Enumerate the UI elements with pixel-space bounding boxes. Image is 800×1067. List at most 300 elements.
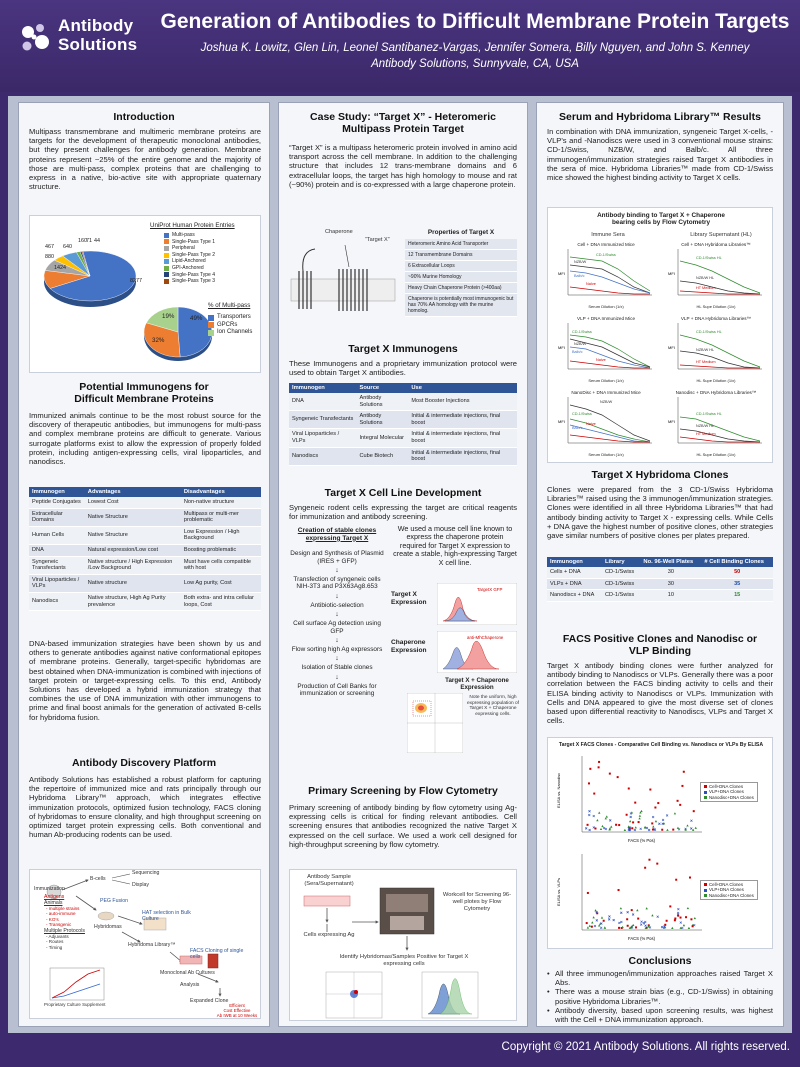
flowchart-steps: [289, 550, 385, 697]
property-cell: 6 Extracellular Loops: [405, 261, 517, 272]
facs-point-cell: [679, 804, 681, 806]
facs-point-nanodisc: [589, 925, 591, 927]
facs-point-nanodisc: [636, 909, 638, 911]
serum-panel: [666, 242, 766, 314]
serum-series-label: HT Medium: [696, 286, 716, 290]
serum-panel-title: VLP + DNA Immunized Mice: [577, 316, 635, 321]
facs-point-cell: [681, 785, 683, 787]
table-cell: 10: [640, 590, 701, 602]
flow-step: Flow sorting high Ag expressors: [291, 646, 383, 654]
table-cell: Viral Lipoparticles / VLPs: [29, 574, 85, 592]
legend-item: [164, 258, 215, 265]
table-row: [289, 429, 517, 447]
animal-item: - multiple strains: [46, 906, 80, 911]
table-cell: Peptide Conjugates: [29, 497, 85, 508]
legend-item: [164, 232, 215, 239]
facs-point-nanodisc: [598, 812, 600, 814]
table-cell: Natural expression/Low cost: [85, 544, 181, 556]
column-left: [18, 102, 270, 1027]
immunogens-title: [19, 381, 269, 405]
flow-arrow-icon: ↓: [335, 655, 339, 663]
table-cell: 50: [701, 567, 773, 578]
facs-point-cell: [603, 920, 605, 922]
flow-step: Design and Synthesis of Plasmid (IRES + GFP): [290, 550, 384, 565]
tx-immunogens-table-wrap: [289, 383, 517, 466]
serum-panel-plot: [556, 395, 656, 451]
property-cell: Chaperone is potentially most immunogenic but has 70% AA homology with the murine homolog.: [405, 294, 517, 317]
legend-swatch: [164, 246, 169, 251]
facs-point-vlp: [594, 925, 596, 927]
facs-legend-label: VLP+DNA Clones: [709, 789, 744, 795]
logo-text: [58, 16, 137, 54]
facs-point-nanodisc: [674, 812, 676, 814]
table-cell: Initial & intermediate injections, final boost: [408, 447, 517, 465]
serum-series-label: HT Medium: [696, 432, 716, 436]
primary-text: Primary screening of antibody binding by flow cytometry using Ag-expressing cells is critical for finding relevant antibodies. Cell screening ensures that antibodies recognized the native Target X expressed on the cell surface. We used a work cell designed for high-throughput screening by flow cytometry.: [289, 803, 517, 849]
facs-ylabel: ELISA vs. Nanodisc: [556, 772, 561, 808]
facs-point-cell: [617, 776, 619, 778]
facs-point-nanodisc: [600, 828, 602, 830]
protocol-item: - Timing: [46, 944, 63, 950]
facs-legend-label: Cell+DNA Clones: [709, 882, 744, 887]
col-immune-sera: Immune Sera: [591, 232, 625, 238]
property-cell: ~90% Murine Homology: [405, 272, 517, 283]
facs-point-cell: [634, 802, 636, 804]
serum-series-label: NZB/W: [600, 400, 613, 404]
table-row: [29, 574, 261, 592]
legend-label: Multi-pass: [172, 232, 195, 238]
facs-point-nanodisc: [686, 824, 688, 826]
properties-table: [405, 239, 517, 317]
identify-label: Identify Hybridomas/Samples Positive for Target X expressing cells: [339, 954, 469, 967]
facs-legend-label: Nanodisc+DNA Clones: [709, 892, 754, 898]
legend-swatch: [164, 253, 169, 258]
flow-arrow-icon: ↓: [335, 592, 339, 600]
diagram-efficiency: [214, 1004, 260, 1018]
immunogens-table-body: [29, 497, 261, 611]
property-row: [405, 261, 517, 272]
facs-point-vlp: [608, 916, 610, 918]
col-library-supernatant: Library Supernatant (HL): [690, 232, 752, 238]
property-cell: Heavy Chain Chaperone Protein (>400aa): [405, 283, 517, 294]
table-cell: Human Cells: [29, 526, 85, 544]
discovery-diagram: [29, 869, 261, 1019]
facs-point-cell: [674, 918, 676, 920]
flow-step: Antibiotic-selection: [310, 601, 364, 609]
diagram-antigens: Antigens: [44, 894, 65, 900]
table-header-cell: Use: [408, 383, 517, 393]
table-cell: Extracellular Domains: [29, 508, 85, 526]
facs-point-cell: [652, 829, 654, 831]
table-row: [29, 544, 261, 556]
table-header-cell: Library: [602, 557, 640, 567]
pie1-label: 160: [78, 238, 87, 244]
diagram-protocols: Multiple Protocols: [44, 928, 85, 934]
facs-point-vlp: [632, 913, 634, 915]
table-row: [289, 411, 517, 429]
facs-point-vlp: [640, 924, 642, 926]
authors: Joshua K. Lowitz, Glen Lin, Leonel Santibanez-Vargas, Jennifer Somera, Billy Nguyen, and John S. Kenney: [200, 42, 750, 54]
facs-legend-swatch: [704, 796, 707, 799]
facs-point-nanodisc: [655, 820, 657, 822]
facs-point-cell: [657, 802, 659, 804]
serum-series-line: [680, 335, 760, 367]
table-row: [289, 447, 517, 465]
serum-series-line: [680, 429, 760, 442]
serum-fig-title-line1: Antibody binding to Target X + Chaperone: [597, 212, 725, 219]
immunogens-table-header: [29, 487, 261, 497]
poster-header: [0, 0, 800, 92]
facs-xlabel: FACS (% Pos): [628, 936, 655, 941]
table-cell: Low Ag purity, Cost: [181, 574, 261, 592]
table-cell: 30: [640, 567, 701, 578]
property-row: [405, 294, 517, 317]
facs-figure: [547, 737, 773, 949]
facs-point-cell: [586, 922, 588, 924]
table-cell: CD-1/Swiss: [602, 567, 640, 578]
immunogens-title-line1: Potential Immunogens for: [79, 381, 209, 393]
property-cell: 12 Transmembrane Domains: [405, 250, 517, 261]
facs-point-cell: [632, 821, 634, 823]
facs-point-cell: [651, 822, 653, 824]
serum-panel: [666, 390, 766, 462]
facs-point-vlp: [654, 829, 656, 831]
facs-point-nanodisc: [645, 907, 647, 909]
serum-panel: [556, 316, 656, 388]
diagram-weeks: Ab IWB at 10 Weeks: [216, 1012, 258, 1018]
pie2-label: 49%: [190, 315, 203, 322]
clones-table-header: [547, 557, 773, 567]
serum-series-label: CD-1/Swiss: [572, 330, 592, 334]
serum-series-line: [570, 361, 650, 368]
pie1-label: 467: [45, 244, 54, 250]
pie1-label: 71: [86, 238, 92, 244]
facs-legend-swatch: [704, 791, 707, 794]
facs-point-cell: [587, 892, 589, 894]
serum-ylabel: MFI: [668, 419, 675, 424]
table-cell: Antibody Solutions: [356, 411, 408, 429]
column-right: [536, 102, 784, 1027]
diagram-expanded: Expanded Clone: [190, 998, 229, 1004]
legend-swatch: [164, 279, 169, 284]
serum-xlabel: HL Supe Dilution (1/x): [696, 378, 736, 383]
facs-point-nanodisc: [624, 829, 626, 831]
serum-xlabel: HL Supe Dilution (1/x): [696, 304, 736, 309]
serum-series-label: CD-1/Swiss HL: [696, 256, 722, 260]
table-cell: Native structure, High Ag Purity prevalence: [85, 592, 181, 610]
facs-point-cell: [638, 821, 640, 823]
facs-point-nanodisc: [677, 827, 679, 829]
serum-xlabel: Serum Dilution (1/x): [588, 304, 624, 309]
serum-panel-plot: [666, 395, 766, 451]
serum-series-label: CD-1/Swiss HL: [696, 412, 722, 416]
facs-point-vlp: [609, 819, 611, 821]
uniprot-legend: [164, 232, 215, 285]
tx-immunogens-text: These Immunogens and a proprietary immunization protocol were used to obtain Target X antibodies.: [289, 359, 517, 378]
immunogens-text2: DNA-based immunization strategies have been shown by us and others to generate antibodies against native conformational epitopes of membrane proteins. Generally, target-specific hybridomas are best obtained when DNA-immunization is combined with injections of target protein or target-expressing cells. To this end, Antibody Solutions has developed a hybrid immunization strategy that combines the use of DNA immunization with other immunogens to prime and final boost animals for the generation of activated B-cells for hybridoma fusion.: [29, 639, 261, 722]
facs-legend-swatch: [704, 883, 707, 886]
property-row: [405, 239, 517, 250]
facs-point-cell: [615, 824, 617, 826]
legend-swatch: [208, 315, 214, 321]
affiliation: Antibody Solutions, Sunnyvale, CA, USA: [371, 58, 579, 70]
facs-point-vlp: [641, 921, 643, 923]
primary-title: Primary Screening by Flow Cytometry: [308, 785, 498, 797]
table-cell: Syngeneic Transfectants: [289, 411, 356, 429]
facs-point-vlp: [690, 827, 692, 829]
facs-point-nanodisc: [671, 927, 673, 929]
immunogens-table: [29, 487, 261, 611]
serum-ylabel: MFI: [558, 271, 565, 276]
diagram-hybridomas: Hybridomas: [94, 924, 122, 930]
facs-point-cell: [618, 889, 620, 891]
clones-text: Clones were prepared from the 3 CD-1/Swiss Hybridoma Libraries™ raised using the 3 immunogen/immunization strategies. Clones were identified in all three Hybridoma Libraries™ that had antibody binding activity to Target X - expressing cells. While Cells + DNA gave the highest number of positive clones, other strategies gave similar numbers of positive clones per plates prepared.: [547, 485, 773, 541]
discovery-title: Antibody Discovery Platform: [71, 757, 217, 769]
facs-legend-swatch: [704, 889, 707, 892]
facs-ylabel: ELISA vs. VLPs: [556, 877, 561, 906]
serum-ylabel: MFI: [558, 345, 565, 350]
facs-point-nanodisc: [601, 916, 603, 918]
facs-text: Target X antibody binding clones were further analyzed for antibody binding to Nanodiscs or VLPs. Generally there was a poor correlation between the FACS binding activity to cells and their ELISA binding activity to Nanodiscs or VLPs. Immunization with Cells and DNA appeared to give the most diverse set of clones based upon differential reactivity to Nanodiscs, VLPs and Target X cells.: [547, 661, 773, 726]
pie1-label: 8277: [130, 278, 142, 284]
facs-point-vlp: [661, 926, 663, 928]
legend-label: GPI-Anchored: [172, 264, 204, 271]
uniprot-figure: [29, 215, 261, 373]
flow-arrow-icon: ↓: [335, 673, 339, 681]
legend-swatch: [164, 233, 169, 238]
table-cell: Initial & intermediate injections, final boost: [408, 429, 517, 447]
facs-legend-label: VLP+DNA Clones: [709, 887, 744, 893]
intro-text: Multipass transmembrane and multimeric membrane proteins are targets for the development of therapeutic monoclonal antibodies, but they present challenges for antibody generation. Membrane proteins represent ~25% of the entire genome and the majority of those are multi-pass, complex proteins that are challenging to express in a native, bio-active site with appropriate quaternary structure.: [29, 127, 261, 192]
legend-item: [164, 265, 215, 272]
table-header-cell: Advantages: [85, 487, 181, 497]
facs-point-vlp: [652, 816, 654, 818]
legend-swatch: [164, 266, 169, 271]
legend-label: Transporters: [217, 314, 251, 320]
serum-panel-title: Cell + DNA Hybridoma Libraries™: [681, 242, 751, 247]
cell-line-figure: [289, 524, 520, 761]
facs-point-cell: [689, 877, 691, 879]
legend-item: [164, 239, 215, 246]
facs-title: [537, 633, 783, 657]
facs-point-cell: [644, 867, 646, 869]
facs-point-vlp: [640, 828, 642, 830]
facs-point-cell: [598, 766, 600, 768]
facs-point-nanodisc: [620, 907, 622, 909]
facs-point-cell: [677, 915, 679, 917]
table-cell: CD-1/Swiss: [602, 590, 640, 602]
flow-arrow-icon: ↓: [335, 567, 339, 574]
serum-xlabel: HL Supe Dilution (1/x): [696, 452, 736, 457]
facs-point-vlp: [618, 922, 620, 924]
facs-point-nanodisc: [694, 917, 696, 919]
serum-panel: [556, 242, 656, 314]
table-row: [547, 567, 773, 578]
facs-point-cell: [677, 800, 679, 802]
serum-panel-title: NanoDisc + DNA Immunized Mice: [571, 390, 641, 395]
diagram-hat: HAT selection in Bulk Culture: [142, 910, 191, 922]
facs-legend-swatch: [704, 785, 707, 788]
case-study-text: “Target X” is a multipass heteromeric protein involved in amino acid transport across the cell membrane. In addition to the challenging structure that includes 12 trans-membrane domains and 6 extracellular loops, the target has high homology to mouse and rat (~90%) protein and is co-expressed with a large chaperone protein.: [289, 143, 517, 189]
facs-point-cell: [589, 768, 591, 770]
serum-series-line: [680, 417, 760, 441]
company-logo: [14, 14, 164, 64]
facs-point-cell: [593, 793, 595, 795]
serum-fig-title-line2: bearing cells by Flow Cytometry: [611, 219, 711, 227]
flow-step: Isolation of Stable clones: [301, 664, 373, 672]
facs-point-vlp: [620, 912, 622, 914]
facs-point-vlp: [643, 922, 645, 924]
logo-line1: Antibody: [58, 16, 134, 35]
legend-swatch: [208, 322, 214, 328]
serum-series-label: NZB/W HL: [696, 276, 715, 280]
uniprot-pie-charts: [30, 216, 262, 374]
serum-series-label: Balb/c: [574, 274, 585, 278]
facs-point-vlp: [690, 820, 692, 822]
table-cell: CD-1/Swiss: [602, 578, 640, 590]
facs-point-cell: [626, 918, 628, 920]
serum-panel-plot: [556, 247, 656, 303]
facs-panel: [552, 850, 770, 946]
flow-step: Cell surface Ag detection using GFP: [293, 620, 381, 635]
table-cell: 35: [701, 578, 773, 590]
table-row: [289, 393, 517, 411]
facs-point-cell: [591, 926, 593, 928]
facs-point-cell: [675, 879, 677, 881]
pie1-slices: [44, 251, 136, 301]
facs-point-vlp: [681, 927, 683, 929]
facs-point-cell: [588, 782, 590, 784]
table-cell: Initial & intermediate injections, final boost: [408, 411, 517, 429]
flow-step: Production of Cell Banks for immunization or screening: [297, 682, 377, 698]
facs-point-vlp: [585, 827, 587, 829]
facs-point-nanodisc: [592, 916, 594, 918]
serum-xlabel: Serum Dilution (1/x): [588, 378, 624, 383]
tx-immunogens-table-body: [289, 393, 517, 465]
property-row: [405, 283, 517, 294]
facs-point-cell: [669, 905, 671, 907]
property-cell: Heteromeric Amino Acid Transporter: [405, 239, 517, 250]
case-study-title-line2: Multipass Protein Target: [342, 123, 464, 135]
serum-series-label: Balb/c: [572, 426, 583, 430]
uniprot-chart-title: UniProt Human Protein Entries: [150, 222, 235, 229]
facs-point-cell: [690, 918, 692, 920]
facs-legend-item: [704, 893, 754, 898]
facs-point-vlp: [588, 810, 590, 812]
cell-line-text: Syngeneic rodent cells expressing the target are critical reagents for immunization and antibody screening.: [289, 503, 517, 522]
facs-point-cell: [685, 916, 687, 918]
diagram-bcells: B-cells: [90, 876, 106, 882]
serum-panel-plot: [666, 247, 766, 303]
label-chaperone-expression: Chaperone Expression: [391, 639, 427, 654]
cell-line-flowchart: [289, 527, 385, 698]
serum-panel: [556, 390, 656, 462]
serum-xlabel: Serum Dilution (1/x): [588, 452, 624, 457]
serum-panel-plot: [556, 321, 656, 377]
serum-series-label: Balb/c: [572, 350, 583, 354]
pie1-label: 1424: [54, 265, 66, 271]
logo-line2: Solutions: [58, 35, 138, 54]
legend-item: [164, 252, 215, 259]
diagram-efficient: Efficient: [229, 1003, 245, 1008]
conclusions-title: Conclusions: [628, 955, 692, 967]
facs-point-nanodisc: [639, 815, 641, 817]
conclusion-item: • All three immunogen/immunization approaches raised Target X Abs.: [547, 969, 773, 987]
facs-point-nanodisc: [610, 826, 612, 828]
facs-point-cell: [631, 827, 633, 829]
column-middle: [278, 102, 528, 1027]
diagram-immunization: Immunization: [34, 886, 65, 892]
facs-point-cell: [618, 824, 620, 826]
tx-immunogens-title: Target X Immunogens: [348, 343, 458, 355]
table-header-cell: Immunogen: [289, 383, 356, 393]
facs-point-vlp: [589, 829, 591, 831]
facs-point-vlp: [600, 927, 602, 929]
facs-point-nanodisc: [594, 909, 596, 911]
facs-legend-label: Cell+DNA Clones: [709, 784, 744, 789]
facs-legend: [700, 880, 758, 900]
facs-point-nanodisc: [638, 817, 640, 819]
properties-title: Properties of Target X: [427, 229, 495, 236]
pie1-label: 640: [63, 244, 72, 250]
animal-item: - KO's: [46, 916, 59, 922]
table-cell: Nanodiscs: [29, 592, 85, 610]
double-positive-scatter: [407, 693, 463, 753]
legend-swatch: [164, 259, 169, 264]
legend-swatch: [208, 330, 214, 336]
table-cell: DNA: [289, 393, 356, 411]
facs-point-vlp: [596, 919, 598, 921]
clones-title: Target X Hybridoma Clones: [591, 469, 729, 481]
table-cell: Cells + DNA: [547, 567, 602, 578]
serum-text: In combination with DNA immunization, syngeneic Target X-cells, -VLP's and -Nanodiscs were used in 3 conventional mouse strains: CD-1/Swiss, NZB/W, and Balb/c. All three immunogen/immunization strategies raised Target X antibodies in the sera of mice. Hybridoma Libraries™ made from CD-1/Swiss mice showed the highest binding activity to Target X cells.: [547, 127, 773, 183]
legend-item: [164, 278, 215, 285]
table-cell: Nanodiscs + DNA: [547, 590, 602, 602]
table-cell: Must have cells compatible with host: [181, 556, 261, 574]
facs-point-nanodisc: [692, 829, 694, 831]
table-row: [29, 526, 261, 544]
facs-point-nanodisc: [591, 921, 593, 923]
table-cell: 30: [640, 578, 701, 590]
legend-swatch: [164, 239, 169, 244]
serum-series-label: Naive: [596, 358, 606, 362]
property-row: [405, 272, 517, 283]
serum-series-label: CD-1/Swiss HL: [696, 330, 722, 334]
facs-point-vlp: [593, 815, 595, 817]
facs-point-nanodisc: [596, 819, 598, 821]
table-row: [29, 497, 261, 508]
serum-series-label: NZB/W HL: [696, 424, 715, 428]
serum-ylabel: MFI: [558, 419, 565, 424]
facs-point-cell: [666, 920, 668, 922]
legend-gfp: TargetX GFP: [477, 587, 503, 592]
facs-point-cell: [626, 814, 628, 816]
tx-immunogens-table-header: [289, 383, 517, 393]
cells-expressing-label: Cells expressing Ag: [303, 932, 355, 938]
protocol-item: - Routes: [46, 939, 64, 945]
conclusions-list: [547, 969, 773, 1024]
serum-panel-title: Nanodisc + DNA Hybridoma Libraries™: [675, 390, 757, 395]
legend-item: [164, 245, 215, 252]
serum-ylabel: MFI: [668, 345, 675, 350]
cell-line-note: Note the uniform, high expressing population of Target X + Chaperone expressing cells.: [467, 695, 520, 717]
pie2-label: 19%: [162, 313, 175, 320]
legend-label: Single-Pass Type 4: [172, 271, 215, 278]
facs-point-cell: [693, 810, 695, 812]
pie1-label: 880: [45, 254, 54, 260]
facs-title-line2: VLP Binding: [628, 645, 692, 657]
pie2-label: 32%: [152, 337, 165, 344]
